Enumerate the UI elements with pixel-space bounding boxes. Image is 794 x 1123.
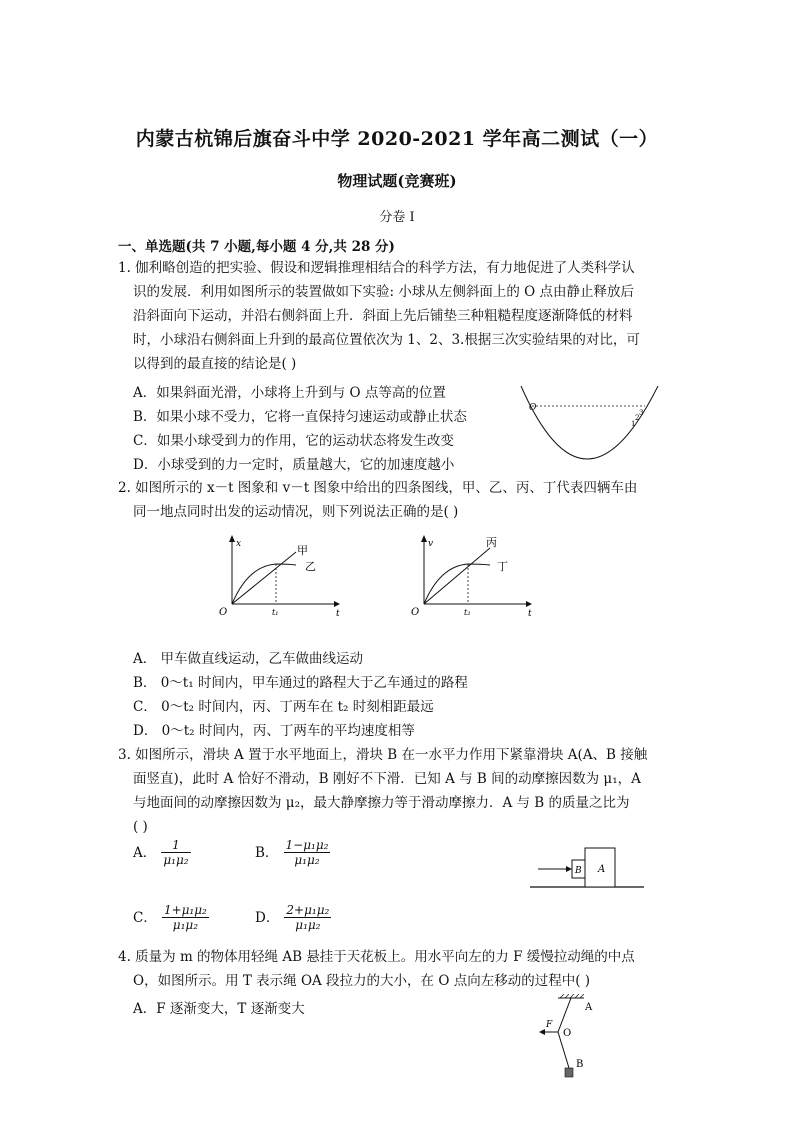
q2-option-b: B． 0～t₁ 时间内，甲车通过的路程大于乙车通过的路程 — [133, 675, 468, 691]
q2-line: 同一地点同时出发的运动情况，则下列说法正确的是( ) — [133, 504, 459, 520]
q2-g2-origin: O — [411, 607, 420, 618]
q1-option-b: B．如果小球不受力，它将一直保持匀速运动或静止状态 — [133, 409, 467, 425]
q1-option-d: D．小球受到的力一定时，质量越大，它的加速度越小 — [133, 457, 455, 473]
q3-blocks-figure — [528, 840, 648, 890]
q2-g1-x-label: t — [336, 609, 340, 618]
q1-line: 1. 伽利略创造的把实验、假设和逻辑推理相结合的科学方法，有力地促进了人类科学认 — [118, 260, 635, 276]
q1-o-label: O — [529, 403, 537, 413]
q4-line: 4. 质量为 m 的物体用轻绳 AB 悬挂于天花板上。用水平向左的力 F 缓慢拉动绳的中点 — [118, 949, 635, 965]
page-subtitle: 物理试题(竞赛班) — [337, 172, 457, 190]
q4-line: O，如图所示。用 T 表示绳 OA 段拉力的大小，在 O 点向左移动的过程中( ) — [133, 973, 591, 989]
q1-line: 时，小球沿右侧斜面上升到的最高位置依次为 1、2、3.根据三次实验结果的对比，可 — [133, 332, 640, 348]
q4-option-a: A．F 逐渐变大，T 逐渐变大 — [133, 1001, 305, 1017]
part-label: 分卷 I — [379, 210, 415, 225]
q2-g1-origin: O — [219, 607, 228, 618]
q4-label-a: A — [585, 1002, 593, 1013]
q3-line: 面竖直)，此时 A 恰好不滑动，B 刚好不下滑．已知 A 与 B 间的动摩擦因数为 μ₁，A — [133, 771, 641, 787]
q3-option-a: A． $\frac{1}{\text{μ₁μ₂}}$ — [133, 838, 189, 867]
q3-block-a: A — [598, 864, 606, 875]
q1-line: 以得到的最直接的结论是( ) — [133, 356, 297, 372]
q2-g1-tick: t₁ — [272, 608, 279, 617]
q3-block-b: B — [575, 866, 582, 876]
q4-label-f: F — [546, 1020, 553, 1030]
q2-g2-y-label: v — [428, 539, 434, 549]
q2-curve-yi: 乙 — [305, 560, 316, 573]
q1-mark-1: 1 — [631, 420, 636, 428]
q3-option-d: D． $\frac{\text{2+μ₁μ₂}}{\text{μ₁μ₂}}$ — [255, 903, 330, 932]
q2-option-d: D． 0～t₂ 时间内，丙、丁两车的平均速度相等 — [133, 723, 415, 739]
q3-option-c: C． $\frac{\text{1+μ₁μ₂}}{\text{μ₁μ₂}}$ — [133, 903, 207, 932]
q4-label-o: O — [563, 1028, 572, 1039]
q1-option-c: C．如果小球受到力的作用，它的运动状态将发生改变 — [133, 433, 454, 449]
q1-line: 识的发展．利用如图所示的装置做如下实验: 小球从左侧斜面上的 O 点由静止释放后 — [133, 284, 634, 300]
q2-curve-jia: 甲 — [297, 544, 308, 557]
q2-curve-bing: 丙 — [486, 536, 497, 549]
q1-line: 沿斜面向下运动，并沿右侧斜面上升．斜面上先后铺垫三种粗糙程度逐渐降低的材料 — [133, 308, 633, 324]
page-title: 内蒙古杭锦后旗奋斗中学 2020-2021 学年高二测试（一） — [135, 128, 659, 150]
q2-g2-tick: t₂ — [464, 608, 471, 617]
q2-option-a: A． 甲车做直线运动，乙车做曲线运动 — [133, 651, 364, 667]
q3-line: 3. 如图所示，滑块 A 置于水平地面上，滑块 B 在一水平力作用下紧靠滑块 A(A、B 接触 — [118, 747, 648, 763]
q2-line: 2. 如图所示的 x－t 图象和 v－t 图象中给出的四条图线，甲、乙、丙、丁代表四辆车由 — [118, 480, 638, 496]
q2-curve-ding: 丁 — [497, 560, 508, 573]
section-heading: 一、单选题(共 7 小题,每小题 4 分,共 28 分) — [118, 239, 395, 255]
q4-rope-figure — [538, 994, 608, 1084]
q3-line: 与地面间的动摩擦因数为 μ₂，最大静摩擦力等于滑动摩擦力．A 与 B 的质量之比为 — [133, 795, 630, 811]
q1-mark-3: 3 — [639, 409, 644, 417]
q1-option-a: A．如果斜面光滑，小球将上升到与 O 点等高的位置 — [133, 385, 446, 401]
q2-g1-y-label: x — [236, 539, 242, 549]
q2-vt-graph — [404, 534, 534, 618]
q2-xt-graph — [212, 534, 342, 618]
q1-incline-figure — [515, 382, 665, 472]
q1-mark-2: 2 — [635, 414, 640, 422]
q3-option-b: B． $\frac{\text{1−μ₁μ₂}}{\text{μ₁μ₂}}$ — [255, 838, 329, 867]
q4-label-b: B — [576, 1059, 584, 1070]
q2-g2-x-label: t — [528, 609, 532, 618]
q3-line: ( ) — [133, 819, 148, 835]
q2-option-c: C． 0～t₂ 时间内，丙、丁两车在 t₂ 时刻相距最远 — [133, 699, 434, 715]
